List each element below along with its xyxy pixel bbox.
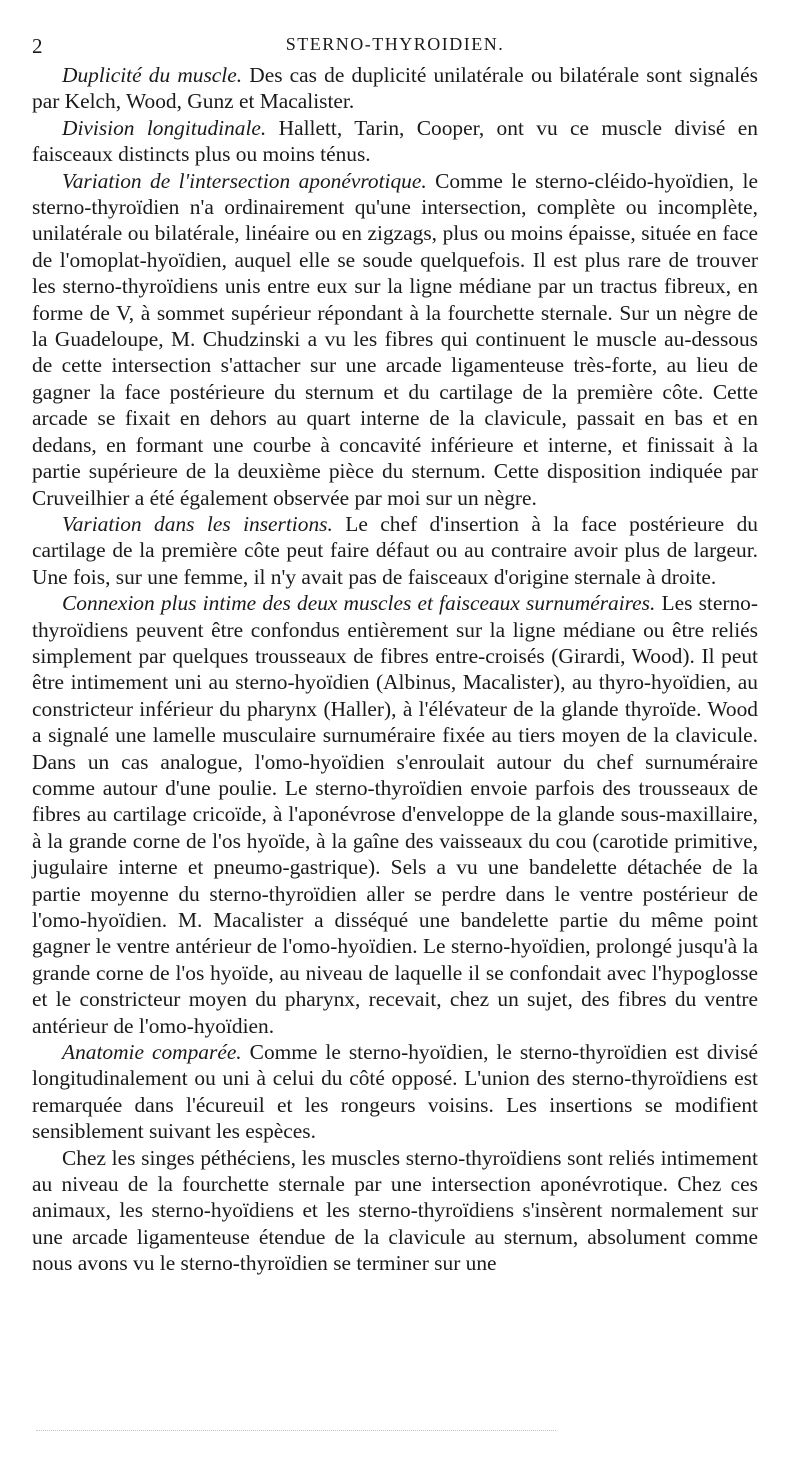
- paragraph-anatomie-comparee: [32, 1039, 758, 1145]
- paragraph-text: Les sterno-thyroïdiens peuvent être confondus entièrement sur la ligne médiane ou être reliés simplement par quelques trousseaux de fibres entre-croisés (Girardi, Wood). Il peut être intimement uni au sterno-hyoïdien (Albinus, Macalister), au thyro-hyoïdien, au constricteur inférieur du pharynx (Haller), à l'élévateur de la glande thyroïde. Wood a signalé une lamelle musculaire surnuméraire fixée au tiers moyen de la clavicule. Dans un cas analogue, l'omo-hyoïdien s'enroulait autour du chef surnuméraire comme autour d'une poulie. Le sterno-thyroïdien envoie parfois des trousseaux de fibres au cartilage cricoïde, à l'aponévrose d'enveloppe de la glande sous-maxillaire, à la grande corne de l'os hyoïde, à la gaîne des vaisseaux du cou (carotide primitive, jugulaire interne et pneumo-gastrique). Sels a vu une bandelette détachée de la partie moyenne du sterno-thyroïdien aller se perdre dans le ventre postérieur de l'omo-hyoïdien. M. Macalister a disséqué une bandelette partie du même point gagner le ventre antérieur de l'omo-hyoïdien. Le sterno-hyoïdien, prolongé jusqu'à la grande corne de l'os hyoïde, au niveau de laquelle il se confondait avec l'hypoglosse et le constricteur moyen du pharynx, recevait, chez un sujet, des fibres du ventre antérieur de l'omo-hyoïdien.: [32, 591, 759, 1038]
- running-head: [32, 30, 758, 62]
- paragraph-text: Le chef d'insertion à la face postérieure du cartilage de la première côte peut faire défaut ou au contraire avoir plus de largeur. Une fois, sur une femme, il n'y avait pas de faisceaux d'origine sternale à droite.: [32, 511, 758, 589]
- paragraph-lead: Division longitudinale.: [62, 115, 267, 140]
- paragraph-lead: Anatomie comparée.: [62, 1040, 242, 1065]
- bottom-rule: [36, 1430, 556, 1431]
- paragraph-text: Chez les singes péthéciens, les muscles sterno-thyroïdiens sont reliés intimement au niveau de la fourchette sternale par une intersection aponévrotique. Chez ces animaux, les sterno-hyoïdiens et les sterno-thyroïdiens s'insèrent normalement sur une arcade ligamenteuse étendue de la clavicule au sternum, absolument comme nous avons vu le sterno-thyroïdien se terminer sur une: [32, 1145, 758, 1276]
- page-number: 2: [32, 34, 44, 58]
- paragraph-connexion: [32, 590, 758, 1039]
- running-title: STERNO-THYROIDIEN.: [285, 34, 505, 54]
- body-text: [32, 62, 758, 1277]
- paragraph-duplicite: [32, 62, 758, 115]
- paragraph-lead: Variation de l'intersection aponévrotique.: [62, 168, 427, 193]
- paragraph-lead: Duplicité du muscle.: [62, 63, 243, 87]
- paragraph-intersection: [32, 168, 758, 511]
- paragraph-insertions: [32, 511, 758, 590]
- paragraph-text: Des cas de duplicité unilatérale ou bilatérale sont signalés par Kelch, Wood, Gunz et Macalister.: [32, 63, 758, 114]
- paragraph-division: [32, 115, 758, 168]
- paragraph-text: Hallett, Tarin, Cooper, ont vu ce muscle divisé en faisceaux distincts plus ou moins ténus.: [32, 115, 758, 167]
- paragraph-singes: [32, 1145, 758, 1277]
- paragraph-text: Comme le sterno-cléido-hyoïdien, le sterno-thyroïdien n'a ordinairement qu'une intersection, complète ou incomplète, unilatérale ou bilatérale, linéaire ou en zigzags, plus ou moins épaisse, située en face de l'omoplat-hyoïdien, auquel elle se soude quelquefois. Il est plus rare de trouver les sterno-thyroïdiens unis entre eux sur la ligne médiane par un tractus fibreux, en forme de V, à sommet supérieur répondant à la fourchette sternale. Sur un nègre de la Guadeloupe, M. Chudzinski a vu les fibres qui continuent le muscle au-dessous de cette intersection s'attacher sur une arcade ligamenteuse très-forte, au lieu de gagner la face postérieure du sternum et du cartilage de la première côte. Cette arcade se fixait en dehors au quart interne de la clavicule, passait en bas et en dedans, en formant une courbe à concavité inférieure et interne, et finissait à la partie supérieure de la deuxième pièce du sternum. Cette disposition indiquée par Cruveilhier a été également observée par moi sur un nègre.: [32, 168, 758, 510]
- paragraph-lead: Variation dans les insertions.: [62, 511, 333, 536]
- paragraph-text: Comme le sterno-hyoïdien, le sterno-thyroïdien est divisé longitudinalement ou uni à celui du côté opposé. L'union des sterno-thyroïdiens est remarquée dans l'écureuil et les rongeurs voisins. Les insertions se modifient sensiblement suivant les espèces.: [32, 1040, 758, 1144]
- paragraph-lead: Connexion plus intime des deux muscles et faisceaux surnuméraires.: [62, 591, 656, 616]
